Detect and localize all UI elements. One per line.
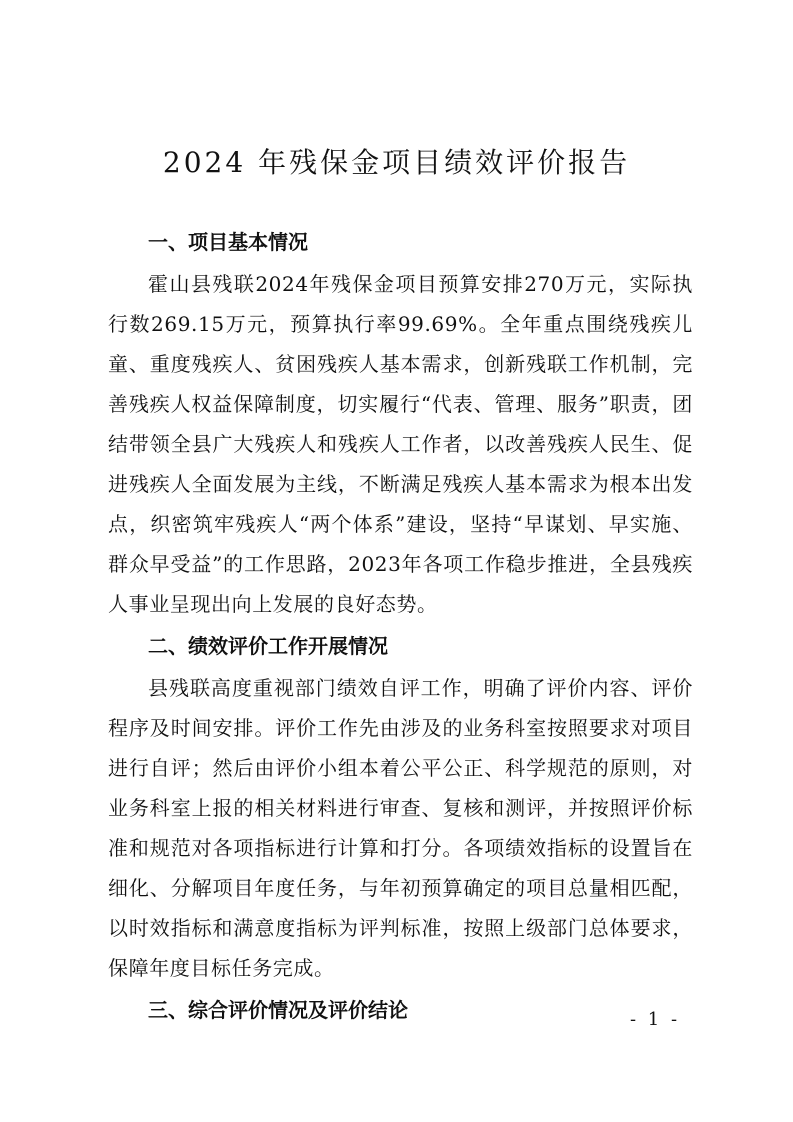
page-number: - 1 - [630,1009,681,1030]
section-heading-evaluation-work: 二、绩效评价工作开展情况 [148,634,388,658]
document-title: 2024 年残保金项目绩效评价报告 [162,146,631,179]
section-paragraph-basic-info: 霍山县残联2024年残保金项目预算安排270万元，实际执行数269.15万元，预算执行率99.69%。全年重点围绕残疾儿童、重度残疾人、贫困残疾人基本需求，创新残联工作机制，完善残疾人权益保障制度，切实履行“代表、管理、服务”职责，团结带领全县广大残疾人和残疾人工作者，以改善残疾人民生、促进残疾人全面发展为主线，不断满足残疾人基本需求为根本出发点，织密筑牢残疾人“两个体系”建设，坚持“早谋划、早实施、群众早受益”的工作思路，2023年各项工作稳步推进，全县残疾人事业呈现出向上发展的良好态势。 [108,272,693,616]
section-heading-basic-info: 一、项目基本情况 [148,230,308,254]
section-heading-conclusion: 三、综合评价情况及评价结论 [148,998,408,1022]
document-body [108,220,693,1032]
section-paragraph-evaluation-work: 县残联高度重视部门绩效自评工作，明确了评价内容、评价程序及时间安排。评价工作先由涉及的业务科室按照要求对项目进行自评；然后由评价小组本着公平公正、科学规范的原则，对业务科室上报的相关材料进行审查、复核和测评，并按照评价标准和规范对各项指标进行计算和打分。各项绩效指标的设置旨在细化、分解项目年度任务，与年初预算确定的项目总量相匹配，以时效指标和满意度指标为评判标准，按照上级部门总体要求，保障年度目标任务完成。 [108,676,693,980]
